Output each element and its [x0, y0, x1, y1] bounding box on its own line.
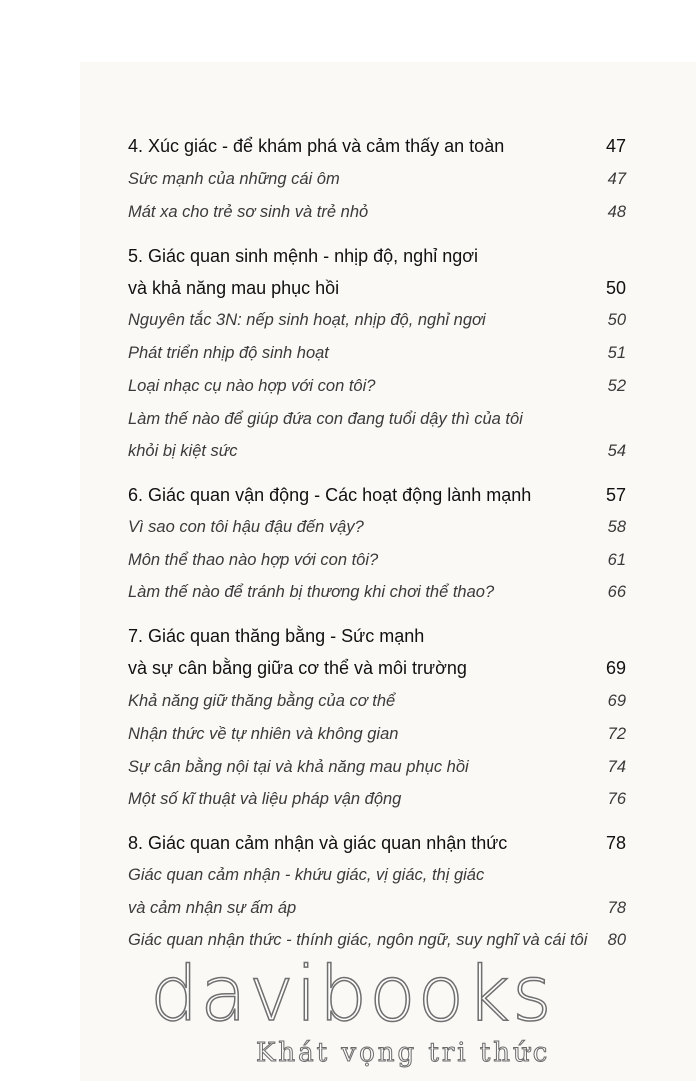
toc-entry-page: 50: [605, 277, 626, 298]
toc-entry-page: 47: [607, 169, 626, 188]
toc-entry-title: Một số kĩ thuật và liệu pháp vận động: [128, 789, 402, 808]
toc-entry-title: 5. Giác quan sinh mệnh - nhịp độ, nghỉ ngơi: [128, 245, 479, 266]
toc-entry-page: 72: [607, 724, 626, 743]
toc-entry-page: 69: [605, 657, 626, 678]
toc-entry-title: Môn thể thao nào hợp với con tôi?: [128, 550, 379, 569]
toc-section: [128, 545, 626, 575]
toc-section: [128, 784, 626, 814]
toc-section: [128, 860, 626, 890]
toc-entry-page: 78: [607, 898, 626, 917]
watermark-slogan: Khát vọng tri thức: [256, 1038, 551, 1068]
toc-entry-page: 54: [607, 441, 626, 460]
toc-entry-title: 8. Giác quan cảm nhận và giác quan nhận thức: [128, 832, 508, 853]
toc-section: [128, 305, 626, 335]
toc-entry-page: 47: [605, 135, 626, 156]
toc-entry-title: và sự cân bằng giữa cơ thể và môi trường: [128, 657, 467, 678]
toc-section: [128, 404, 626, 434]
toc-entry-page: 69: [607, 691, 626, 710]
toc-entry-title: Nhận thức về tự nhiên và không gian: [128, 724, 399, 743]
toc-section: [128, 752, 626, 782]
toc-entry-title: và cảm nhận sự ấm áp: [128, 898, 297, 917]
toc-entry-title: Sức mạnh của những cái ôm: [128, 169, 340, 188]
toc-entry-title: Loại nhạc cụ nào hợp với con tôi?: [128, 376, 376, 395]
toc-chapter-5-cont: [128, 273, 626, 303]
toc-section: [128, 512, 626, 542]
toc-entry-page: 74: [607, 757, 626, 776]
toc-entry-title: Khả năng giữ thăng bằng của cơ thể: [128, 691, 396, 710]
toc-entry-page: 80: [607, 930, 626, 949]
toc-section: [128, 719, 626, 749]
toc-chapter-7: [128, 621, 626, 651]
toc-chapter-4: [128, 131, 626, 161]
toc-entry-title: khỏi bị kiệt sức: [128, 441, 238, 460]
watermark-brand: davibooks: [150, 949, 554, 1038]
toc-entry-title: Làm thế nào để tránh bị thương khi chơi thể thao?: [128, 582, 495, 601]
toc-entry-page: 50: [607, 310, 626, 329]
toc-section: [128, 893, 626, 923]
toc-entry-page: 66: [607, 582, 626, 601]
toc-section: [128, 338, 626, 368]
toc-entry-page: 58: [607, 517, 626, 536]
toc-entry-page: 78: [605, 832, 626, 853]
toc-section: [128, 371, 626, 401]
toc-entry-title: Mát xa cho trẻ sơ sinh và trẻ nhỏ: [128, 202, 369, 221]
watermark: [0, 950, 700, 1081]
toc-entry-title: Giác quan nhận thức - thính giác, ngôn ngữ, suy nghĩ và cái tôi: [128, 930, 588, 949]
toc-chapter-7-cont: [128, 653, 626, 683]
table-of-contents: [128, 0, 626, 1081]
toc-entry-title: Phát triển nhịp độ sinh hoạt: [128, 343, 329, 362]
toc-chapter-5: [128, 241, 626, 271]
toc-section: [128, 686, 626, 716]
toc-entry-title: Giác quan cảm nhận - khứu giác, vị giác, thị giác: [128, 865, 485, 884]
toc-section: [128, 197, 626, 227]
toc-entry-page: 61: [607, 550, 626, 569]
toc-entry-page: 51: [607, 343, 626, 362]
toc-entry-title: và khả năng mau phục hồi: [128, 277, 340, 298]
toc-entry-title: Làm thế nào để giúp đứa con đang tuổi dậy thì của tôi: [128, 409, 523, 428]
toc-entry-title: 6. Giác quan vận động - Các hoạt động lành mạnh: [128, 484, 532, 505]
toc-entry-page: 57: [605, 484, 626, 505]
toc-entry-title: Vì sao con tôi hậu đậu đến vậy?: [128, 517, 364, 536]
toc-section: [128, 164, 626, 194]
toc-chapter-8: [128, 828, 626, 858]
toc-entry-page: 48: [607, 202, 626, 221]
toc-section: [128, 577, 626, 607]
toc-entry-page: 76: [607, 789, 626, 808]
toc-entry-title: Sự cân bằng nội tại và khả năng mau phục hồi: [128, 757, 469, 776]
toc-chapter-6: [128, 480, 626, 510]
toc-entry-page: 52: [607, 376, 626, 395]
toc-entry-title: 7. Giác quan thăng bằng - Sức mạnh: [128, 625, 425, 646]
toc-entry-title: Nguyên tắc 3N: nếp sinh hoạt, nhịp độ, nghỉ ngơi: [128, 310, 486, 329]
toc-section: [128, 436, 626, 466]
toc-entry-title: 4. Xúc giác - để khám phá và cảm thấy an toàn: [128, 135, 505, 156]
